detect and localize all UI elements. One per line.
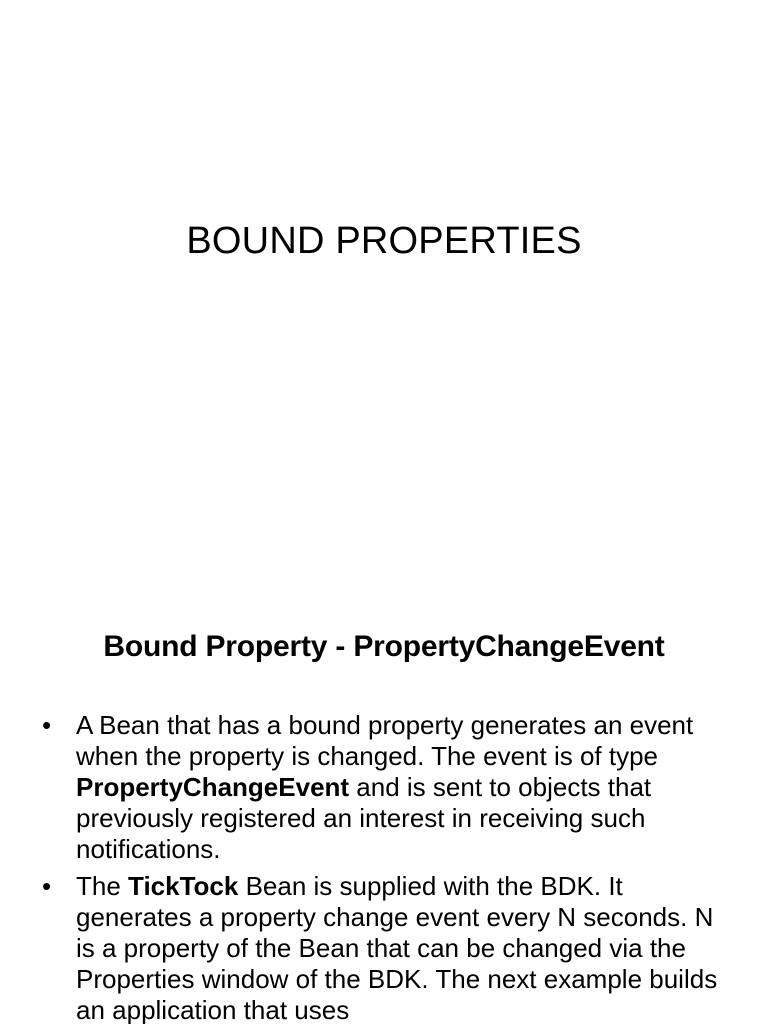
bullet-emphasis: PropertyChangeEvent: [76, 772, 350, 802]
bullet-icon: •: [42, 871, 52, 901]
bullet-list: [42, 710, 732, 1024]
bullet-text: The: [76, 871, 129, 901]
bullet-text: A Bean that has a bound property generates an event when the property is changed. The event is of type: [76, 710, 694, 771]
page-title: BOUND PROPERTIES: [186, 220, 582, 262]
slide-content-page: [0, 576, 768, 1024]
bullet-text: and is sent to objects that previously registered an interest in receiving such notifications.: [76, 772, 652, 864]
list-item: [42, 710, 732, 865]
slide-heading: Bound Property - PropertyChangeEvent: [103, 630, 665, 663]
bullet-text: Bean is supplied with the BDK. It generates a property change event every N seconds. N is a property of the Bean that can be changed via the Properties window of the BDK. The next example builds an application that uses: [76, 871, 718, 1024]
bullet-emphasis: TickTock: [128, 871, 239, 901]
bullet-icon: •: [42, 710, 52, 740]
list-item: [42, 871, 732, 1024]
